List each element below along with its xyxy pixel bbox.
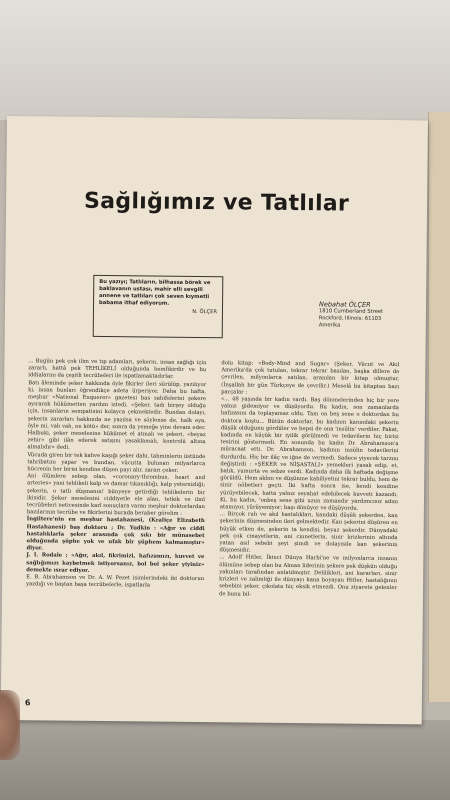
magazine-page xyxy=(1,116,428,724)
paragraph: E. B. Abrahamson ve Dr. A. W. Pezet isimlerindeki iki doktorun yazdığı ve baştan başa tecrübelerle, ispatlarla xyxy=(26,574,205,589)
dedication-author: N. ÖLÇER xyxy=(192,308,217,316)
address-line-3: Amerika xyxy=(318,322,341,329)
right-column xyxy=(219,360,399,600)
address-line-2: Rockford, Illinois: 61103 xyxy=(318,315,382,322)
paragraph: Batı âleminde şeker hakkında öyle fikirler ileri sürülüp, yazılıyor ki, insan bunları öğrendikçe adeta ürperiyor. Daha bu hafta, meşhur «National Enquerer» gazetesi bas sahifelerini şekere ayırarak hükümetten yardım istedi. «Şeker, tadı birşey olduğu için, insanların sempatisini kolayca çekmektedir. Bundan dolayı, şekerin zararları hakkında ne yazılsa ve söylense de, halk eya, öyle mi, vah vah, ne kötü» der, sonra da yemeğe yine devam eder. Halbuki, şeker meselesine hükümet el atmalı ve şekeri, «beyaz zehir» gibi ilân ederek satışını yasaklamalı, kontrolü altına almalıdır» dedi. xyxy=(27,379,207,452)
paragraph: ... Birçok ruh ve akıl hastalıkları, kandaki düşük şekerden, kan şekerinin düşmesinden ileri gelmektedir. Kan şekerini düşüren en büyük etken de, şekerin ta kendisi, beyaz şekerdir. Dünyadaki pek çok cinayetlerin, ani cinnetlerin, sinir krizlerinin altında yatan asıl sebebi şeyi şimdi ve dolayısile kan şekerinin düşmesidir. xyxy=(219,511,398,554)
dedication-box xyxy=(93,275,224,338)
background-table xyxy=(0,720,450,800)
paragraph: ... Bugün pek çok ilim ve tıp adamları, şekerin, insan sağlığı için zararlı, hattâ pek TEHLİKELİ olduğunda hemfikirdir ve bu iddialarını da çeşitli tecrübeleri ile ispatlamaktadırlar. xyxy=(28,358,207,381)
paragraph: İngiltere'nin en meşhur hastahanesi, (Kraliçe Elizabeth Hastahanesi) baş doktoru ; Dr. Yudkin : «Ağır ve ciddi hastalıklarla şeker arasında çok sıkı bir münasebet olduğunda şüphe yok ve ufak bir şüphem kalmamıştır» diyor. xyxy=(26,516,205,552)
thumb xyxy=(0,690,20,760)
background-wall xyxy=(0,0,450,120)
paragraph: ... Adolf Hitler, İkinci Dünya Harbi'ne ve milyonlarca insanın ölümüne sebep olan bu Alman liderinin şekere pek düşkün olduğu yakınları tarafından anlatılmıştır. Delilikleri, ani kararları, sinir krizleri ve zalimliği ile dünyayı kana boyayan Hitler, hastalığının sebebini şeker, çikolata hiç eksik etmezdi. Onu ziyarete gelenler de bunu bil- xyxy=(218,554,398,598)
paragraph: Vücuda giren bir tek kahve kaşığı şeker dahi, tahminlerin üstünde tahribatını yapar ve bundan, vücutta bulunan milyarlarca hücrenin her birisi kendine düşen payı alır, zararı çeker. xyxy=(27,451,206,474)
author-address xyxy=(319,301,419,330)
article-title: Sağlığımız ve Tatlılar xyxy=(83,188,350,217)
page-number: 6 xyxy=(24,698,31,708)
paragraph: J. I. Rodale ; «Ağır, akıl, fikrimizi, hafızamızı, kuvvet ve sağlığımızı kaybetmek istiyorsanız, bol bol şeker yiyiniz» demekte ısrar ediyor. xyxy=(26,552,205,574)
address-line-1: 1810 Cumberland Street xyxy=(318,308,384,315)
adjacent-page-edge xyxy=(428,112,450,702)
dedication-text: Bu yazıyı; Tatlıların, bilhassa börek ve baklavanın ustası, mahir elli sevgili annene ve tatlıları çok seven kıymetli babama ithaf ediyorum. xyxy=(99,278,211,307)
paragraph: «... 48 yaşında bir kadın vardı. Baş dönmelerinden hiç bir yere yalnız gidemiyor ve düşüyordu. Bu kadın, son zamanlarda hafızasını da toplayamaz oldu. Tam on beş sene o doktordan bu doktora koştu... Bütün doktorlar, bu kadının kanındaki şekerin düşük olduğunu gördüler ve hepsi de ona 'insülin' verdiler. Fakat, kadında en küçük bir iyilik görülmedi ve tedavilerin hiç birisi tesirini göstermedi. En sonunda bu kadın Dr. Abrahamson'a müracaat etti. Dr. Abrahamson, kadının insülin tedavilerini durdurdu. Hiç bir ilâç ve iğne de vermedi. Sadece yiyecek tarzını değiştirdi : «ŞEKER ve NİŞASTALI» yemekleri yasak edip, et, balık, yumurta ve sebze verdi. Kadında daha ilk haftada değişme görüldü. Hem aklını ve düşünme kabiliyetini tekrar buldu, hem de sinir nöbetleri geçti. İki hafta sonra ise, kendi kendine yürüyebilecek, hatta yalnız seyahat edebilecek kuvveti kazandı. Ki, bu kadın, 'onbeş sene gibi uzun zamandır yardımcısız adım atamıyor, yürüyemiyor; başı dönüyor ve düşüyordu. xyxy=(219,396,400,512)
paragraph: dolu kitap: «Body-Mind and Sugar» (Şeker, Vücut ve Akıl Amerika'da çok tutulan, tekrar tekrar basılan, başka dillere de çevrilen, milyonlarca satılan, aranılan bir kitap olmuştur. (İnşallah bir gün Türkçeye de çevrilir.) Meselâ bu kitaptan bazı parçalar : xyxy=(221,360,400,396)
paragraph: Ani ölümlere sebep olan, «coronary-thrombus, heart and arteries» yani tehlikeli kalp ve damar tıkanıklığı, kalp yetersizliği; şekerin, o tatlı düşmanın! bünyeye getirdiği tehlikelerin bir ikisidir. Şeker meselesini ciddiyetle ele alan, tetkik ve ilmî tecrübeleri neticesinde karî sonuçlara varan meşhur doktorlardan bazılarının tecrübe ve fikirlerini burada beraber görelim : xyxy=(26,473,206,518)
author-name: Nebahat ÖLÇER xyxy=(319,300,371,309)
left-column xyxy=(26,358,206,590)
